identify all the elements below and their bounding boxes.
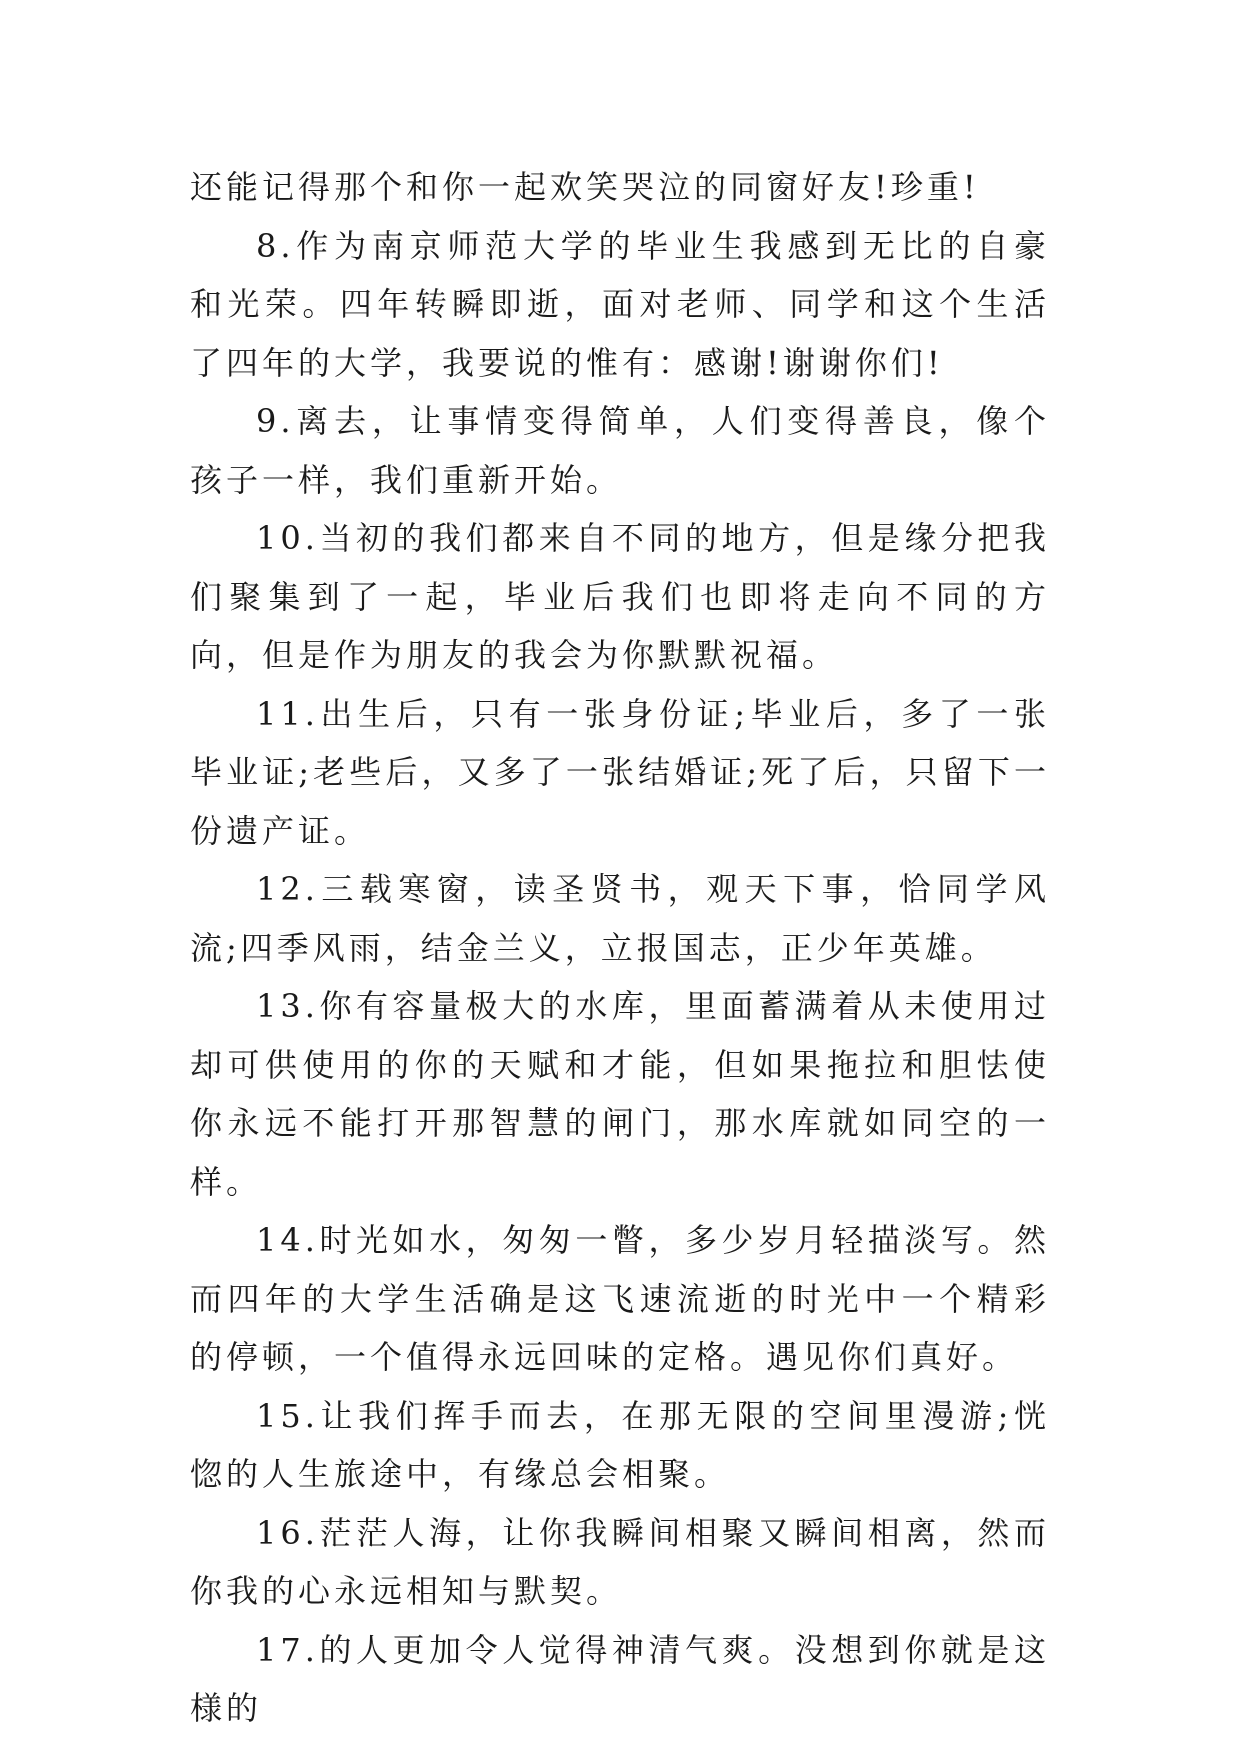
paragraph-item-14: 14.时光如水，匆匆一瞥，多少岁月轻描淡写。然而四年的大学生活确是这飞速流逝的时光中一个精彩的停顿，一个值得永远回味的定格。遇见你们真好。: [190, 1221, 1050, 1376]
document-body: [190, 158, 1050, 1738]
paragraph-continuation: 还能记得那个和你一起欢笑哭泣的同窗好友!珍重!: [190, 168, 980, 206]
paragraph-item-11: 11.出生后，只有一张身份证;毕业后，多了一张毕业证;老些后，又多了一张结婚证;死了后，只留下一份遗产证。: [190, 694, 1050, 850]
paragraph-item-13: 13.你有容量极大的水库，里面蓄满着从未使用过却可供使用的你的天赋和才能，但如果拖拉和胆怯使你永远不能打开那智慧的闸门，那水库就如同空的一样。: [190, 987, 1050, 1201]
paragraph-item-12: 12.三载寒窗，读圣贤书，观天下事，恰同学风流;四季风雨，结金兰义，立报国志，正少年英雄。: [190, 870, 1050, 967]
paragraph-item-8: 8.作为南京师范大学的毕业生我感到无比的自豪和光荣。四年转瞬即逝，面对老师、同学和这个生活了四年的大学，我要说的惟有：感谢!谢谢你们!: [190, 226, 1050, 382]
paragraph-item-17: 17.的人更加令人觉得神清气爽。没想到你就是这様的: [190, 1630, 1050, 1727]
paragraph-item-10: 10.当初的我们都来自不同的地方，但是缘分把我们聚集到了一起，毕业后我们也即将走向不同的方向，但是作为朋友的我会为你默默祝福。: [190, 519, 1050, 674]
paragraph-item-16: 16.茫茫人海，让你我瞬间相聚又瞬间相离，然而你我的心永远相知与默契。: [190, 1513, 1050, 1610]
paragraph-item-9: 9.离去，让事情变得简单，人们变得善良，像个孩子一样，我们重新开始。: [190, 402, 1050, 499]
paragraph-item-15: 15.让我们挥手而去，在那无限的空间里漫游;恍惚的人生旅途中，有缘总会相聚。: [190, 1396, 1050, 1493]
